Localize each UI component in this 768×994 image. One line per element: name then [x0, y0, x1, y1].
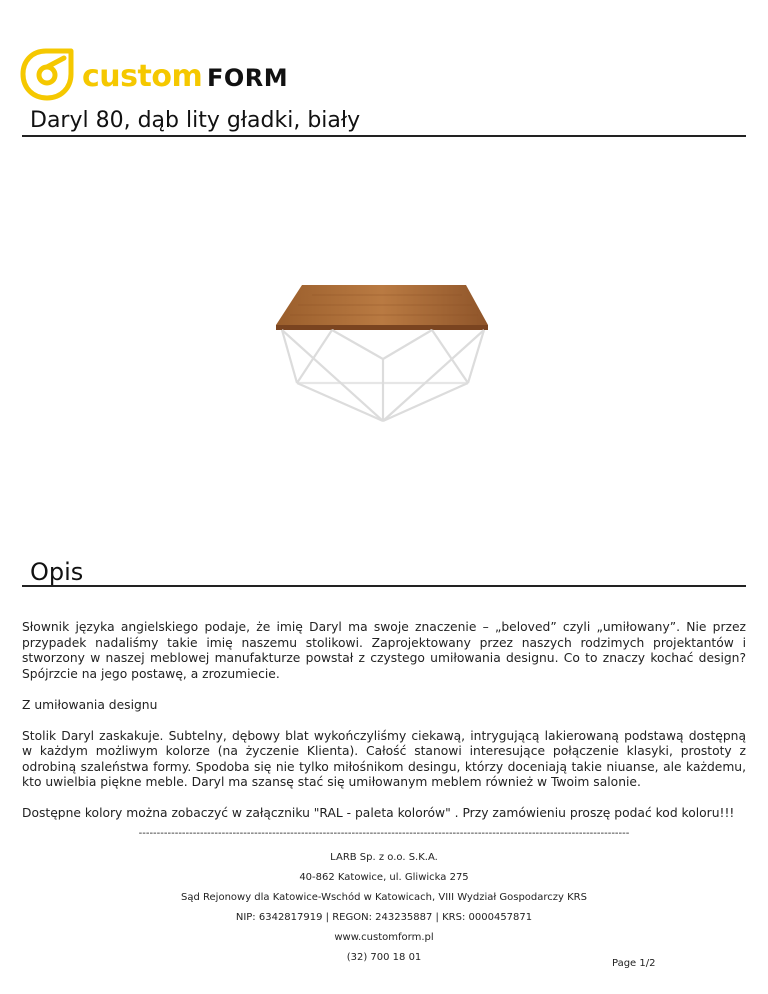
footer — [22, 826, 746, 968]
description-body — [22, 620, 746, 837]
product-image — [272, 283, 494, 423]
footer-separator: ---------------------------------------------------------------------------------------------------------------------------------------- — [138, 828, 630, 839]
footer-website: www.customform.pl — [334, 932, 434, 943]
page-number: Page 1/2 — [612, 958, 656, 969]
footer-phone: (32) 700 18 01 — [346, 952, 422, 963]
customform-logo — [20, 47, 310, 103]
description-paragraph: Stolik Daryl zaskakuje. Subtelny, dębowy blat wykończyliśmy ciekawą, intrygującą lakierowaną podstawą dostępną w każdym możliwym kolorze (na życzenie Klienta). Całość stanowi interesujące połączenie klasyki, prostoty z odrobiną szaleństwa formy. Spodoba się nie tylko miłośnikom desingu, którzy doceniają takie niuanse, ale każdemu, kto uwielbia piękne meble. Daryl ma szansę stać się umiłowanym meblem również w Twoim salonie. — [22, 728, 746, 789]
svg-text:FORM: FORM — [207, 64, 289, 92]
logo-mark-icon — [23, 51, 71, 98]
footer-address: 40-862 Katowice, ul. Gliwicka 275 — [299, 872, 469, 883]
footer-company: LARB Sp. z o.o. S.K.A. — [330, 852, 438, 863]
description-paragraph: Z umiłowania designu — [22, 697, 158, 712]
description-paragraph: Słownik języka angielskiego podaje, że imię Daryl ma swoje znaczenie – „beloved” czyli „umiłowany”. Nie przez przypadek nadaliśmy takie imię naszemu stolikowi. Zaprojektowany przez naszych rodzimych projektantów i stworzony w naszej meblowej manufakturze powstał z czystego umiłowania designu. Co to znaczy kochać design? Spójrzcie na jego postawę, a zrozumiecie. — [22, 620, 746, 681]
description-heading: Opis — [22, 556, 746, 587]
description-paragraph: Dostępne kolory można zobaczyć w załączniku "RAL - paleta kolorów" . Przy zamówieniu proszę podać kod koloru!!! — [22, 806, 735, 820]
footer-ids: NIP: 6342817919 | REGON: 243235887 | KRS: 0000457871 — [235, 912, 533, 923]
svg-text:custom: custom — [82, 59, 203, 94]
footer-court: Sąd Rejonowy dla Katowice-Wschód w Katowicach, VIII Wydział Gospodarczy KRS — [181, 892, 587, 903]
product-title: Daryl 80, dąb lity gładki, biały — [22, 106, 746, 137]
